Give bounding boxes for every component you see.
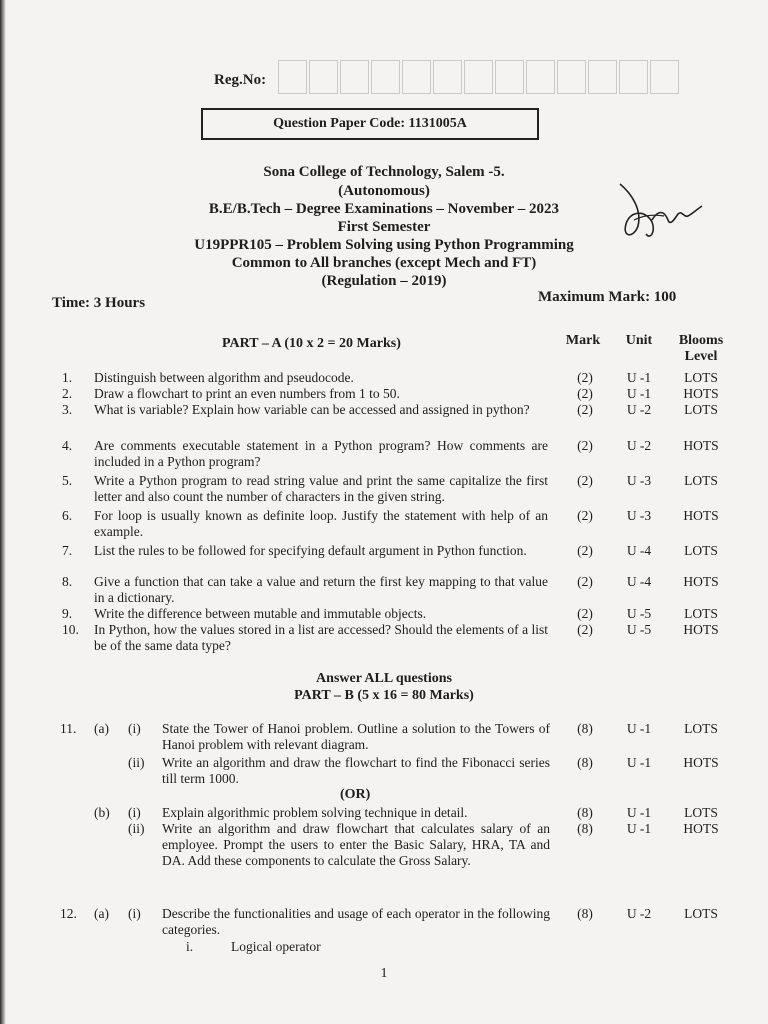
question-mark: (2): [577, 543, 593, 558]
question-number: 7.: [62, 543, 73, 558]
autonomous-label: (Autonomous): [338, 183, 430, 199]
college-name: Sona College of Technology, Salem -5.: [263, 164, 505, 180]
course-title: U19PPR105 – Problem Solving using Python Programming: [194, 237, 574, 253]
question-subpart: (i): [128, 805, 141, 820]
question-text: List the rules to be followed for specifying default argument in Python function.: [94, 543, 527, 558]
question-text: Write a Python program to read string value and print the same capitalize the first letter and also count the number of characters in the given string.: [94, 473, 548, 504]
question-text: In Python, how the values stored in a list are accessed? Should the elements of a list be of the same data type?: [94, 622, 548, 653]
question-unit: U -1: [626, 755, 652, 770]
question-number: 1.: [62, 370, 73, 385]
question-unit: U -2: [626, 402, 652, 417]
reg-no-box: [588, 60, 617, 94]
question-number: 2.: [62, 386, 73, 401]
question-level: HOTS: [683, 508, 719, 523]
question-level: HOTS: [683, 386, 719, 401]
question-level: LOTS: [684, 402, 718, 417]
reg-no-box: [371, 60, 400, 94]
page-number: 1: [380, 966, 388, 981]
question-level: HOTS: [683, 755, 719, 770]
question-text: Write the difference between mutable and immutable objects.: [94, 606, 427, 621]
max-mark-label: Maximum Mark: 100: [538, 289, 677, 305]
or-separator: (OR): [340, 787, 371, 802]
question-unit: U -5: [626, 606, 652, 621]
question-mark: (8): [577, 805, 593, 820]
reg-no-box: [557, 60, 586, 94]
reg-no-boxes: [278, 60, 681, 94]
question-mark: (2): [577, 386, 593, 401]
subitem-number: i.: [186, 939, 194, 954]
exam-title: B.E/B.Tech – Degree Examinations – November – 2023: [208, 201, 560, 217]
time-label: Time: 3 Hours: [52, 295, 146, 311]
question-unit: U -3: [626, 473, 652, 488]
question-level: LOTS: [684, 606, 718, 621]
question-text: Distinguish between algorithm and pseudocode.: [94, 370, 354, 385]
question-number: 3.: [62, 402, 73, 417]
question-text: Write an algorithm and draw the flowchart to find the Fibonacci series till term 1000.: [162, 755, 550, 786]
reg-no-label: Reg.No:: [214, 72, 267, 88]
question-unit: U -3: [626, 508, 652, 523]
question-mark: (2): [577, 606, 593, 621]
unit-column-header: Unit: [625, 333, 653, 348]
question-number: 11.: [60, 721, 77, 736]
question-paper-code: Question Paper Code: 1131005A: [201, 108, 539, 140]
question-number: 8.: [62, 574, 73, 589]
question-text: Draw a flowchart to print an even numbers from 1 to 50.: [94, 386, 400, 401]
question-subpart: (ii): [128, 755, 145, 770]
semester-label: First Semester: [337, 219, 431, 235]
question-unit: U -1: [626, 386, 652, 401]
question-text: Explain algorithmic problem solving technique in detail.: [162, 805, 468, 820]
question-number: 4.: [62, 438, 73, 453]
question-unit: U -1: [626, 370, 652, 385]
question-mark: (8): [577, 906, 593, 921]
question-mark: (2): [577, 438, 593, 453]
reg-no-box: [495, 60, 524, 94]
question-level: HOTS: [683, 438, 719, 453]
question-level: HOTS: [683, 821, 719, 836]
reg-no-box: [340, 60, 369, 94]
question-number: 12.: [60, 906, 77, 921]
question-mark: (8): [577, 755, 593, 770]
question-number: 6.: [62, 508, 73, 523]
question-mark: (2): [577, 370, 593, 385]
page-edge-shadow: [0, 0, 6, 1024]
question-unit: U -4: [626, 543, 652, 558]
question-number: 5.: [62, 473, 73, 488]
reg-no-box: [433, 60, 462, 94]
question-level: LOTS: [684, 721, 718, 736]
question-unit: U -2: [626, 906, 652, 921]
question-text: Describe the functionalities and usage of each operator in the following categories.: [162, 906, 550, 937]
question-level: HOTS: [683, 622, 719, 637]
reg-no-box: [526, 60, 555, 94]
question-level: LOTS: [684, 370, 718, 385]
question-text: For loop is usually known as definite loop. Justify the statement with help of an example.: [94, 508, 548, 539]
reg-no-box: [402, 60, 431, 94]
question-unit: U -1: [626, 805, 652, 820]
regulation-label: (Regulation – 2019): [321, 273, 447, 289]
question-level: LOTS: [684, 473, 718, 488]
question-mark: (8): [577, 821, 593, 836]
reg-no-box: [309, 60, 338, 94]
mark-column-header: Mark: [565, 333, 601, 348]
reg-no-box: [650, 60, 679, 94]
question-subpart: (ii): [128, 821, 145, 836]
question-mark: (2): [577, 473, 593, 488]
question-mark: (2): [577, 622, 593, 637]
question-unit: U -4: [626, 574, 652, 589]
question-text: State the Tower of Hanoi problem. Outline a solution to the Towers of Hanoi problem with relevant diagram.: [162, 721, 550, 752]
question-text: Are comments executable statement in a Python program? How comments are included in a Python program?: [94, 438, 548, 469]
question-mark: (2): [577, 508, 593, 523]
question-text: Write an algorithm and draw flowchart that calculates salary of an employee. Prompt the users to enter the Basic Salary, HRA, TA and DA. Add these components to calculate the Gross Salary.: [162, 821, 550, 868]
question-subpart: (i): [128, 721, 141, 736]
part-b-instruction: Answer ALL questions: [316, 671, 452, 686]
question-number: 10.: [62, 622, 79, 637]
part-a-title: PART – A (10 x 2 = 20 Marks): [222, 336, 401, 351]
question-section: (b): [94, 805, 110, 820]
reg-no-box: [278, 60, 307, 94]
part-b-title: PART – B (5 x 16 = 80 Marks): [294, 688, 474, 703]
question-level: HOTS: [683, 574, 719, 589]
question-mark: (2): [577, 574, 593, 589]
reg-no-box: [464, 60, 493, 94]
question-subpart: (i): [128, 906, 141, 921]
question-unit: U -1: [626, 821, 652, 836]
question-mark: (8): [577, 721, 593, 736]
question-text: Give a function that can take a value and return the first key mapping to that value in a dictionary.: [94, 574, 548, 605]
question-level: LOTS: [684, 906, 718, 921]
question-text: What is variable? Explain how variable can be accessed and assigned in python?: [94, 402, 530, 417]
blooms-column-header: Blooms: [678, 333, 724, 348]
question-unit: U -2: [626, 438, 652, 453]
signature-mark: [612, 180, 708, 250]
question-unit: U -1: [626, 721, 652, 736]
question-unit: U -5: [626, 622, 652, 637]
subitem-text: Logical operator: [231, 939, 321, 954]
level-column-header: Level: [684, 349, 718, 364]
question-number: 9.: [62, 606, 73, 621]
branches-label: Common to All branches (except Mech and FT): [231, 255, 537, 271]
question-level: LOTS: [684, 543, 718, 558]
reg-no-box: [619, 60, 648, 94]
question-section: (a): [94, 906, 109, 921]
question-level: LOTS: [684, 805, 718, 820]
question-mark: (2): [577, 402, 593, 417]
question-section: (a): [94, 721, 109, 736]
